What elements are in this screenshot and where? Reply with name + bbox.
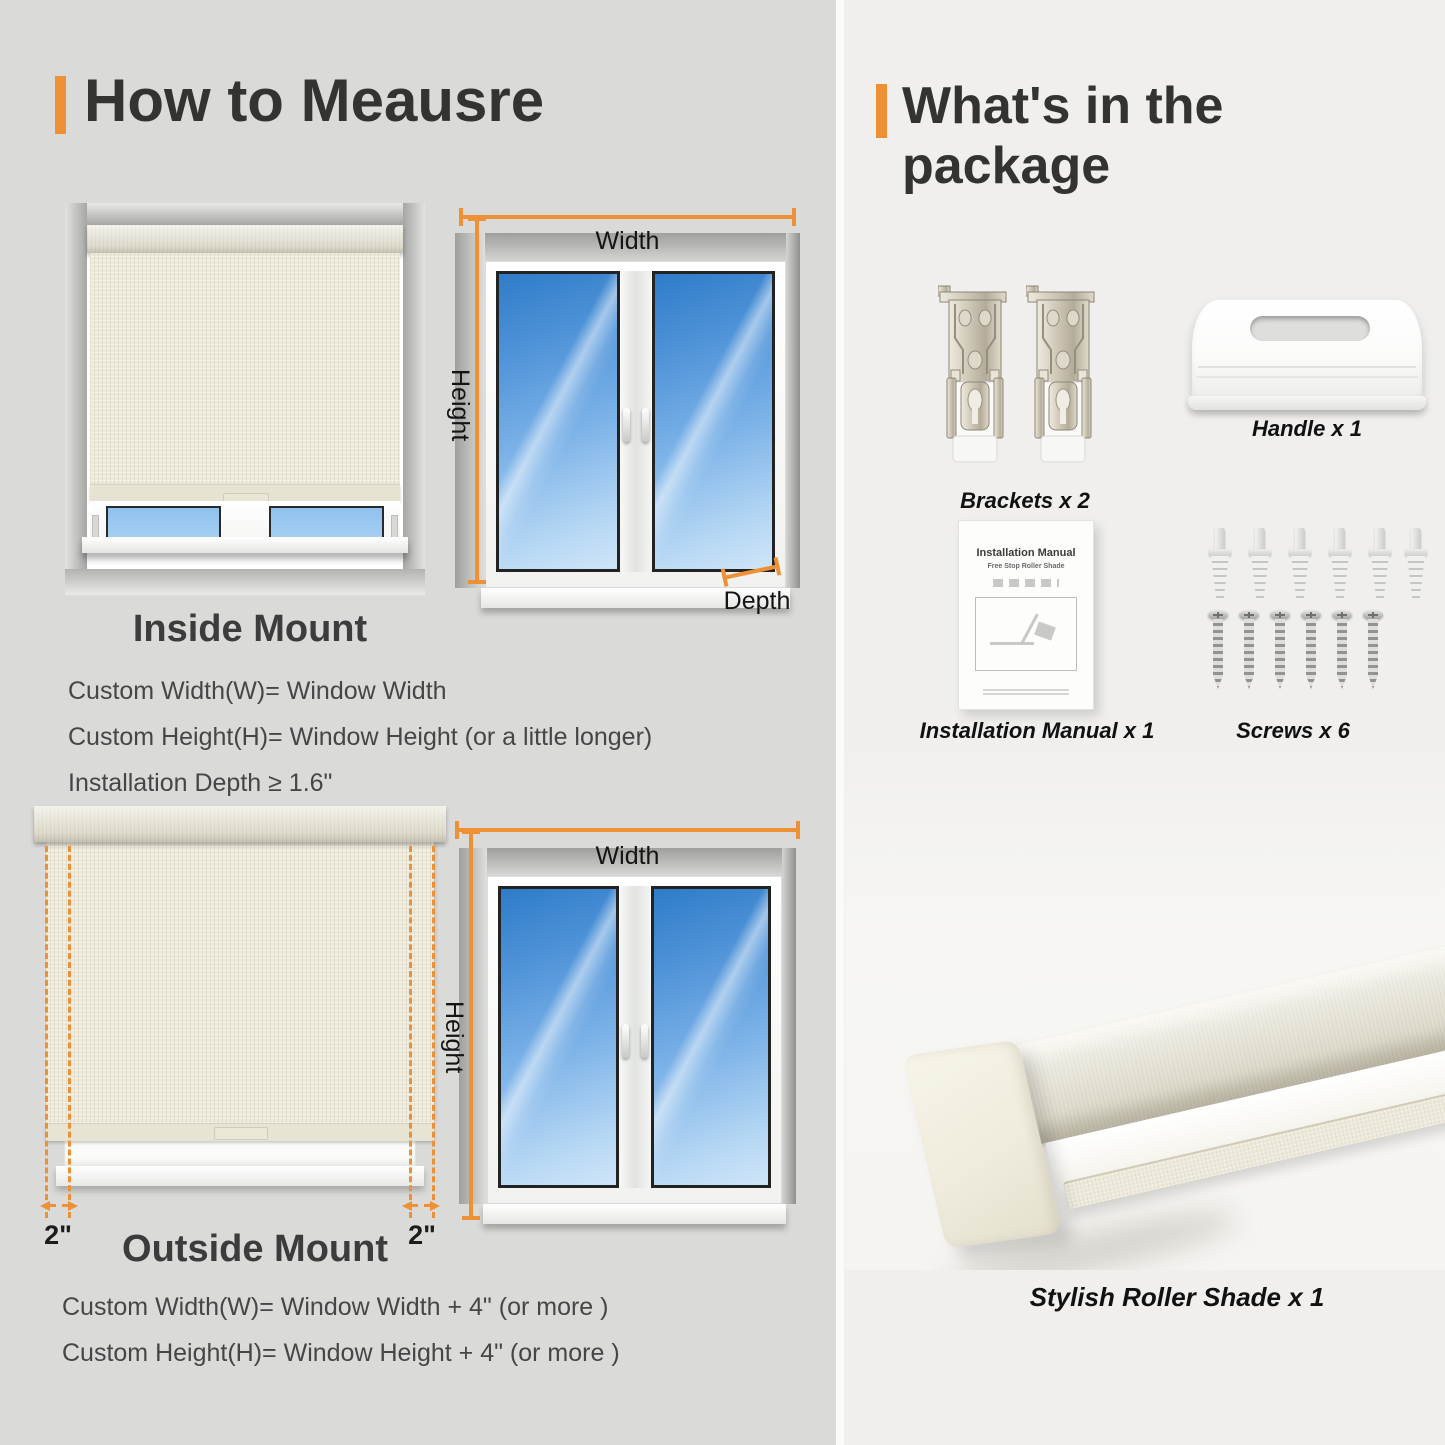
recess-bottom-wall: [65, 569, 425, 595]
shade-fabric: [90, 253, 400, 485]
width-label: Width: [595, 842, 660, 870]
handle-illustration: [1192, 300, 1422, 402]
manual-cover-decoration: [993, 579, 1059, 587]
overlap-left-label: 2": [44, 1220, 72, 1250]
window-handle-right: [641, 1024, 648, 1058]
recess-right-wall: [786, 233, 800, 588]
window-glass-right: [651, 886, 772, 1188]
section-title-package: What's in the package: [902, 77, 1224, 195]
outside-mount-illustration: [28, 806, 452, 1276]
wall-anchor: [1287, 528, 1313, 602]
window-frame: [487, 876, 782, 1204]
width-arrow: [459, 215, 796, 219]
screw: [1301, 610, 1321, 690]
window-lower-frame: [64, 1140, 416, 1168]
manual-cover-title: Installation Manual: [976, 547, 1076, 559]
width-arrow: [455, 828, 800, 832]
screws-label: Screws x 6: [1236, 718, 1350, 743]
overlap-guide-line: [68, 846, 71, 1218]
wall-anchor: [1403, 528, 1429, 602]
diagram-stroke: [1034, 621, 1056, 640]
roller-shade-photo: [845, 750, 1445, 1270]
width-label: Width: [595, 227, 660, 255]
height-arrow: [469, 830, 473, 1220]
instruction-line: Custom Height(H)= Window Height (or a little longer): [68, 723, 653, 751]
accent-bar-right: [876, 84, 887, 138]
window-handle-left: [623, 408, 630, 442]
screw: [1208, 610, 1228, 690]
handle-groove: [1198, 366, 1416, 368]
outside-mount-window-diagram: [440, 822, 800, 1234]
window-sill: [82, 537, 408, 553]
shade-bottom-bar: [46, 1123, 434, 1141]
handle-base: [1188, 396, 1426, 410]
wall-anchor: [1247, 528, 1273, 602]
handle-label: Handle x 1: [1251, 416, 1363, 441]
manual-cover-diagram: [975, 597, 1077, 671]
inside-mount-window-diagram: [446, 205, 800, 615]
height-label: Height: [440, 1000, 468, 1074]
instruction-line: Custom Height(H)= Window Height + 4" (or more ): [62, 1339, 620, 1367]
shade-fabric: [46, 842, 434, 1123]
shade-cassette: [34, 806, 446, 842]
inside-mount-instructions: [68, 668, 652, 806]
section-title-measure: How to Meausre: [84, 67, 545, 134]
window-sash-left: [498, 886, 619, 1188]
recess-right-wall: [782, 848, 796, 1204]
window-lower-frame: [90, 501, 400, 553]
window-glass-left: [496, 271, 620, 572]
bracket-illustration: [1026, 284, 1100, 466]
window-sill: [56, 1166, 424, 1186]
height-arrow: [475, 217, 479, 584]
overlap-guide-line: [45, 846, 48, 1218]
accent-bar-left: [55, 76, 66, 134]
overlap-guide-line: [432, 846, 435, 1218]
handle-groove: [1196, 376, 1418, 378]
window-hinge-right: [391, 515, 398, 539]
installation-manual-illustration: [958, 520, 1094, 710]
outside-mount-instructions: [62, 1284, 620, 1376]
shade-bottom-bar: [90, 484, 400, 501]
inside-mount-heading: Inside Mount: [132, 608, 368, 650]
instruction-line: Custom Width(W)= Window Width + 4" (or more ): [62, 1293, 609, 1321]
wall-anchor: [1367, 528, 1393, 602]
overlap-dimension-arrow-left: [50, 1204, 68, 1207]
window-handle-left: [622, 1024, 629, 1058]
screw: [1363, 610, 1383, 690]
shade-pull-tab: [214, 1127, 268, 1140]
roller-shade-label: Stylish Roller Shade x 1: [1029, 1282, 1325, 1312]
inside-mount-illustration: [65, 203, 425, 595]
recess-top-wall: [65, 203, 425, 225]
panel-divider: [836, 0, 844, 1445]
instruction-line: Installation Depth ≥ 1.6": [68, 769, 333, 797]
wall-anchor: [1327, 528, 1353, 602]
screw: [1239, 610, 1259, 690]
screw: [1332, 610, 1352, 690]
roller-shade-cassette: [897, 861, 1445, 1270]
window-sash-right: [652, 271, 776, 572]
window-sill: [483, 1204, 786, 1224]
brackets-label: Brackets x 2: [960, 488, 1090, 513]
instruction-line: Custom Width(W)= Window Width: [68, 677, 447, 705]
recess-opening: [87, 225, 403, 569]
wall-anchor: [1207, 528, 1233, 602]
window-frame: [485, 261, 786, 588]
height-label: Height: [446, 368, 474, 442]
overlap-dimension-arrow-right: [412, 1204, 430, 1207]
installation-manual-label: Installation Manual x 1: [919, 718, 1155, 743]
depth-label: Depth: [723, 587, 791, 615]
outside-mount-heading: Outside Mount: [122, 1228, 388, 1270]
overlap-guide-line: [409, 846, 412, 1218]
manual-cover-footer-text: [983, 689, 1069, 695]
window-glass-left: [498, 886, 619, 1188]
screw: [1270, 610, 1290, 690]
shade-cassette: [87, 225, 403, 253]
handle-slot: [1250, 316, 1370, 341]
window-handle-right: [642, 408, 649, 442]
overlap-right-label: 2": [408, 1220, 436, 1250]
window-sash-left: [496, 271, 620, 572]
bracket-illustration: [938, 284, 1012, 466]
window-glass-right: [652, 271, 776, 572]
diagram-stroke: [990, 642, 1034, 645]
manual-cover-subtitle: Free Stop Roller Shade: [987, 563, 1065, 570]
window-hinge-left: [92, 515, 99, 539]
window-sash-right: [651, 886, 772, 1188]
